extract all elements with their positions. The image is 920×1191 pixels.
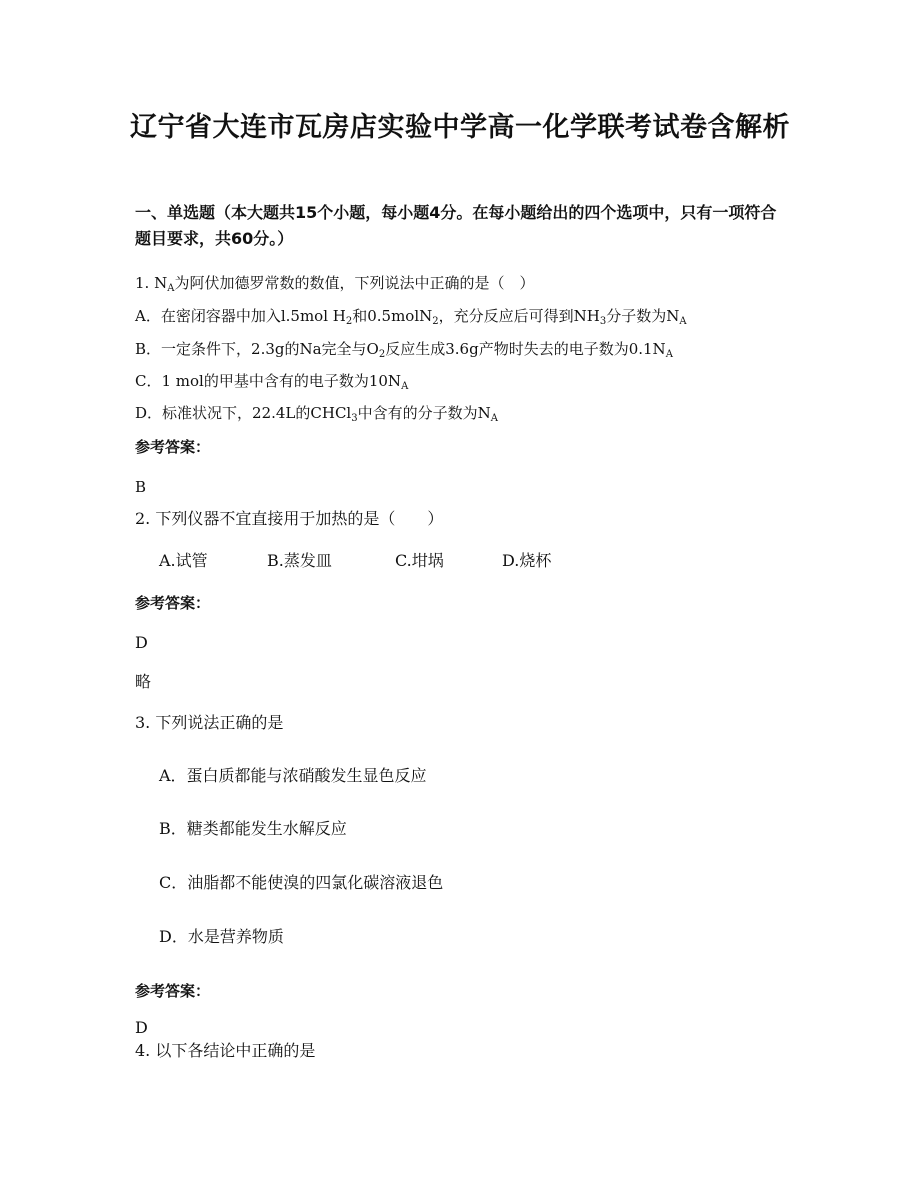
section-heading: 一、单选题（本大题共15个小题，每小题4分。在每小题给出的四个选项中，只有一项符合题目要求，共60分。）	[135, 203, 777, 248]
question-3-option-c: C．油脂都不能使溴的四氯化碳溶液退色	[159, 873, 444, 892]
answer-label-3: 参考答案：	[135, 982, 211, 1000]
answer-label-2: 参考答案：	[135, 594, 211, 612]
question-2-option-b: B.蒸发皿	[267, 551, 332, 570]
question-3-stem: 3. 下列说法正确的是	[135, 713, 284, 732]
question-3-option-b: B．糖类都能发生水解反应	[159, 819, 347, 838]
question-2-stem: 2. 下列仪器不宜直接用于加热的是（ ）	[135, 509, 444, 528]
question-3-option-d: D．水是营养物质	[159, 927, 284, 946]
question-1-option-d: D．标准状况下，22.4L的CHCl$_3$中含有的分子数为$N_A$	[135, 404, 498, 424]
question-1-option-c: C．1 mol的甲基中含有的电子数为$10N_A$	[135, 372, 409, 392]
question-4-stem: 4. 以下各结论中正确的是	[135, 1041, 316, 1060]
question-2-option-d: D.烧杯	[502, 551, 552, 570]
answer-2-note: 略	[135, 672, 152, 691]
question-2-option-c: C.坩埚	[395, 551, 444, 570]
question-1-option-b: B．一定条件下，2.3g的Na完全与$O_2$反应生成3.6g产物时失去的电子数为$0.1N_A$	[135, 340, 673, 360]
question-3-option-a: A．蛋白质都能与浓硝酸发生显色反应	[159, 766, 427, 785]
answer-label-1: 参考答案：	[135, 438, 211, 456]
answer-3: D	[135, 1018, 148, 1037]
question-1-option-a: A．在密闭容器中加入l.5mol $H_2$和0.5molN$_2$，充分反应后可得到$NH_3$分子数为$N_A$	[135, 307, 687, 327]
answer-2: D	[135, 633, 148, 652]
question-2-option-a: A.试管	[159, 551, 208, 570]
page-title: 辽宁省大连市瓦房店实验中学高一化学联考试卷含解析	[130, 112, 790, 143]
question-1-stem: 1. $N_A$为阿伏加德罗常数的数值，下列说法中正确的是（ ）	[135, 274, 535, 294]
answer-1: B	[135, 478, 147, 496]
